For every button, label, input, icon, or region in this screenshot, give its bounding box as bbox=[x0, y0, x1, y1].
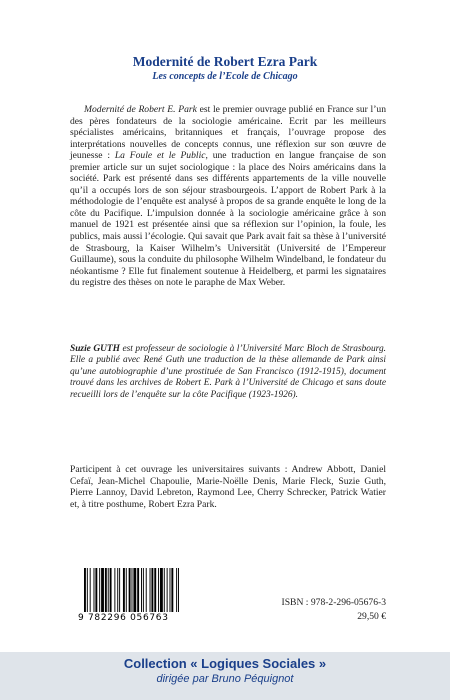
bio-text: est professeur de sociologie à l’Université Marc Bloch de Strasbourg. Elle a publié avec René Guth une traduction de la thèse allemande de Park ainsi qu’une autobiographie d’une prostituée de San Francisco (1912-1915), document trouvé dans les archives de Robert E. Park à l’Université de Chicago et sans doute recueilli lors de l’enquête sur la côte Pacifique (1923-1926). bbox=[70, 344, 387, 400]
collection-title: Collection « Logiques Sociales » bbox=[123, 656, 327, 671]
collection-director: dirigée par Bruno Péquignot bbox=[156, 673, 294, 685]
contributors-paragraph: Participent à cet ouvrage les universitaires suivants : Andrew Abbott, Daniel Cefaï, Jean-Michel Chapoulie, Marie-Noëlle Denis, Marie Fleck, Suzie Guth, Pierre Lannoy, David Lebreton, Raymond Lee, Cherry Schrecker, Patrick Watier et, à titre posthume, Robert Ezra Park. bbox=[70, 464, 386, 510]
barcode-bars bbox=[78, 568, 202, 614]
book-title: Modernité de Robert Ezra Park bbox=[132, 54, 318, 69]
blurb-book-title: Modernité de Robert E. Park bbox=[84, 104, 197, 115]
price: 29,50 € bbox=[357, 611, 386, 622]
blurb-paragraph bbox=[70, 104, 386, 289]
barcode bbox=[78, 568, 202, 624]
blurb-part-2: , une traduction en langue française de son premier article sur un sujet sociologique : la place des Noirs américains dans la société. Park est présenté dans ses différents appartements de la ville nouvelle qu’il a occupés lors de son séjour strasbourgeois. L’apport de Robert Park à la méthodologie de l’enquête est analysé à propos de sa grande enquête le long de la côte du Pacifique. L’impulsion donnée à la sociologie américaine grâce à son manuel de 1921 est présentée ainsi que sa réflexion sur l’opinion, la foule, les publics, mais aussi l’écologie. Qui savait que Park avait fait sa thèse à l’université de Strasbourg, la Kaiser Wilhelm’s Universität (Université de l’Empereur Guillaume), sous la conduite du philosophe Wilhelm Windelband, le fondateur du néokantisme ? Elle fut finalement soutenue à Heidelberg, et parmi les signataires du registre des thèses on note le paraphe de Max Weber. bbox=[70, 150, 387, 289]
blurb-part-1: est le premier ouvrage publié en France sur l’un des pères fondateurs de la sociologie américaine. Ecrit par les meilleurs spécialistes américains, britanniques et français, l’ouvrage propose des interprétations nouvelles de concepts connus, une réflexion sur son œuvre de jeunesse : bbox=[70, 104, 386, 162]
barcode-digits: 9 782296 056763 bbox=[78, 612, 202, 624]
book-subtitle: Les concepts de l’Ecole de Chicago bbox=[152, 71, 298, 82]
blurb-work-title: La Foule et le Public bbox=[114, 150, 206, 162]
isbn: ISBN : 978-2-296-05676-3 bbox=[281, 597, 386, 608]
bio-author-name: Suzie GUTH bbox=[70, 344, 120, 354]
author-bio bbox=[70, 344, 386, 401]
